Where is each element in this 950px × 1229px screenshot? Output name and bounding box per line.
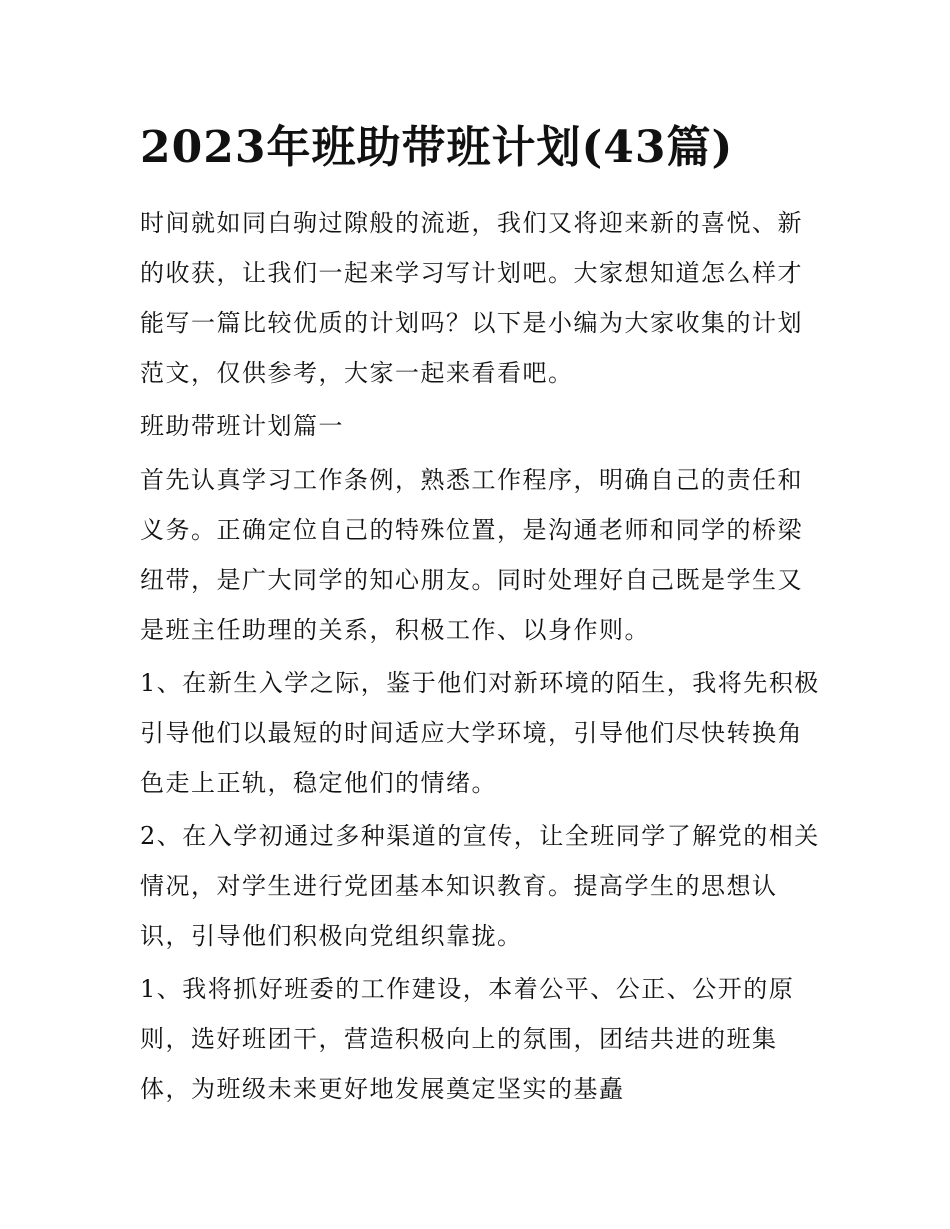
document-body bbox=[140, 198, 820, 1117]
paragraph-item-2: 2、在入学初通过多种渠道的宣传，让全班同学了解党的相关情况，对学生进行党团基本知识教育。提高学生的思想认识，引导他们积极向党组织靠拢。 bbox=[140, 822, 820, 950]
document-title: 2023年班助带班计划(43篇) bbox=[140, 122, 734, 173]
paragraph-duties: 首先认真学习工作条例，熟悉工作程序，明确自己的责任和义务。正确定位自己的特殊位置，是沟通老师和同学的桥梁纽带，是广大同学的知心朋友。同时处理好自己既是学生又是班主任助理的关系，积极工作、以身作则。 bbox=[140, 466, 803, 644]
paragraph-item-3: 1、我将抓好班委的工作建设，本着公平、公正、公开的原则，选好班团干，营造积极向上的氛围，团结共进的班集体，为班级未来更好地发展奠定坚实的基矗 bbox=[140, 975, 795, 1103]
paragraph-item-1: 1、在新生入学之际，鉴于他们对新环境的陌生，我将先积极引导他们以最短的时间适应大学环境，引导他们尽快转换角色走上正轨，稳定他们的情绪。 bbox=[140, 669, 820, 797]
section-heading: 班助带班计划篇一 bbox=[140, 412, 344, 440]
paragraph-intro: 时间就如同白驹过隙般的流逝，我们又将迎来新的喜悦、新的收获，让我们一起来学习写计划吧。大家想知道怎么样才能写一篇比较优质的计划吗？以下是小编为大家收集的计划范文，仅供参考，大家一起来看看吧。 bbox=[140, 209, 803, 387]
